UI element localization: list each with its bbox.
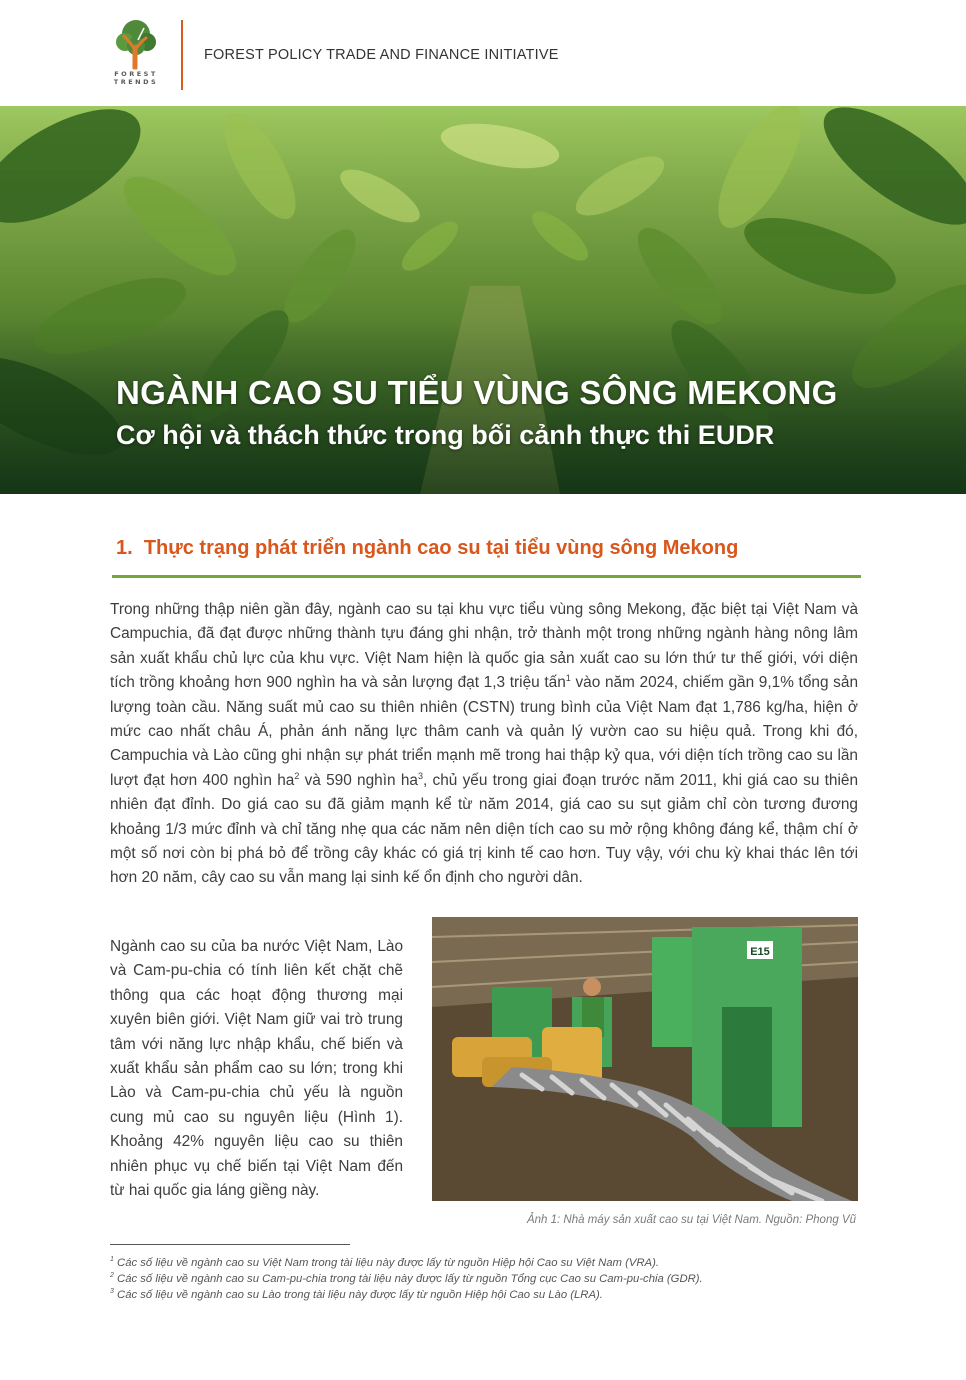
factory-photo — [432, 917, 858, 1201]
hero-banner — [0, 106, 966, 494]
section-heading — [116, 537, 738, 560]
document-title: NGÀNH CAO SU TIỂU VÙNG SÔNG MEKONG — [116, 374, 838, 411]
logo-wordmark: FOREST TRENDS — [113, 70, 159, 86]
machine-label: E15 — [750, 946, 770, 958]
paragraph-text: Trong những thập niên gần đây, ngành cao su tại khu vực tiểu vùng sông Mekong, đặc biệt tại Việt Nam và Campuchia, đã đạt được những thành tựu đáng ghi nhận, trở thành một trong những ngành hàng nông lâm sản xuất khẩu chủ lực của khu vực. Việt Nam hiện là quốc gia sản xuất cao su lớn thứ tư thế giới, với diện tích trồng khoảng hơn 900 nghìn ha và sản lượng đạt 1,3 triệu tấn — [110, 601, 858, 692]
page-header — [0, 0, 966, 106]
body-paragraph-2: Ngành cao su của ba nước Việt Nam, Lào và Cam-pu-chia có tính liên kết chặt chẽ thông qua các hoạt động thương mại xuyên biên giới. Việt Nam giữ vai trò trung tâm với năng lực nhập khẩu, chế biến và xuất khẩu sản phẩm cao su lớn; trong khi Lào và Cam-pu-chia chủ yếu là nguồn cung mủ cao su nguyên liệu (Hình 1). Khoảng 42% nguyên liệu cao su thiên nhiên phục vụ chế biến tại Việt Nam đến từ hai quốc gia láng giềng này. — [110, 938, 403, 1200]
forest-trends-logo — [106, 18, 166, 90]
paragraph-text: , chủ yếu trong giai đoạn trước năm 2011, khi giá cao su thiên nhiên đạt đỉnh. Do giá cao su đã giảm mạnh kể từ năm 2014, giá cao su sụt giảm chỉ còn tương đương khoảng 1/3 mức đỉnh và chỉ tăng nhẹ qua các năm nên diện tích cao su mở rộng không đáng kể, thậm chí ở một số nơi còn bị phá bỏ để trồng cây khác có giá trị kinh tế cao hơn. Tuy vậy, với chu kỳ khai thác lên tới hơn 20 năm, cây cao su vẫn mang lại sinh kế ổn định cho người dân. — [110, 771, 859, 887]
footnote-1: $^1$ Các số liệu về ngành cao su Việt Nam trong tài liệu này được lấy từ nguồn Hiệp hội Cao su Việt Nam (VRA). — [110, 1256, 659, 1269]
header-divider — [181, 20, 183, 90]
footnote-ref[interactable]: 3 — [417, 770, 423, 781]
rubber-factory-image — [432, 917, 858, 1201]
section-rule — [112, 575, 861, 578]
footnote-ref[interactable]: 2 — [294, 770, 300, 781]
photo-caption: Ảnh 1: Nhà máy sản xuất cao su tại Việt Nam. Nguồn: Phong Vũ — [526, 1214, 856, 1226]
section-title: Thực trạng phát triển ngành cao su tại tiểu vùng sông Mekong — [143, 537, 739, 559]
footnote-2: $^2$ Các số liệu về ngành cao su Cam-pu-chia trong tài liệu này được lấy từ nguồn Tổng cục Cao su Cam-pu-chia (GDR). — [110, 1272, 703, 1285]
tree-logo-icon — [114, 18, 158, 70]
paragraph-text: và 590 nghìn ha — [299, 771, 418, 789]
body-paragraph-1 — [110, 598, 858, 891]
footnote-3: $^3$ Các số liệu về ngành cao su Lào trong tài liệu này được lấy từ nguồn Hiệp hội Cao su Lào (LRA). — [110, 1287, 603, 1301]
footnote-rule — [110, 1244, 350, 1245]
footnote-ref[interactable]: 1 — [565, 673, 571, 684]
paragraph-text: vào năm 2024, chiếm gần 9,1% tổng sản lượng toàn cầu. Năng suất mủ cao su thiên nhiên (CSTN) trung bình của Việt Nam đạt 1,786 kg/ha, hiện ở mức cao nhất châu Á, phản ánh năng lực thâm canh và quản lý vườn cao su hiệu quả. Trong khi đó, Campuchia và Lào cũng ghi nhận sự phát triển mạnh mẽ trong hai thập kỷ qua, với diện tích trồng cao su lần lượt đạt hơn 400 nghìn ha — [110, 674, 859, 789]
organization-name: FOREST POLICY TRADE AND FINANCE INITIATIVE — [204, 47, 559, 63]
section-number: 1. — [116, 537, 133, 559]
document-subtitle: Cơ hội và thách thức trong bối cảnh thực thi EUDR — [116, 420, 775, 450]
footnotes — [110, 1256, 703, 1303]
